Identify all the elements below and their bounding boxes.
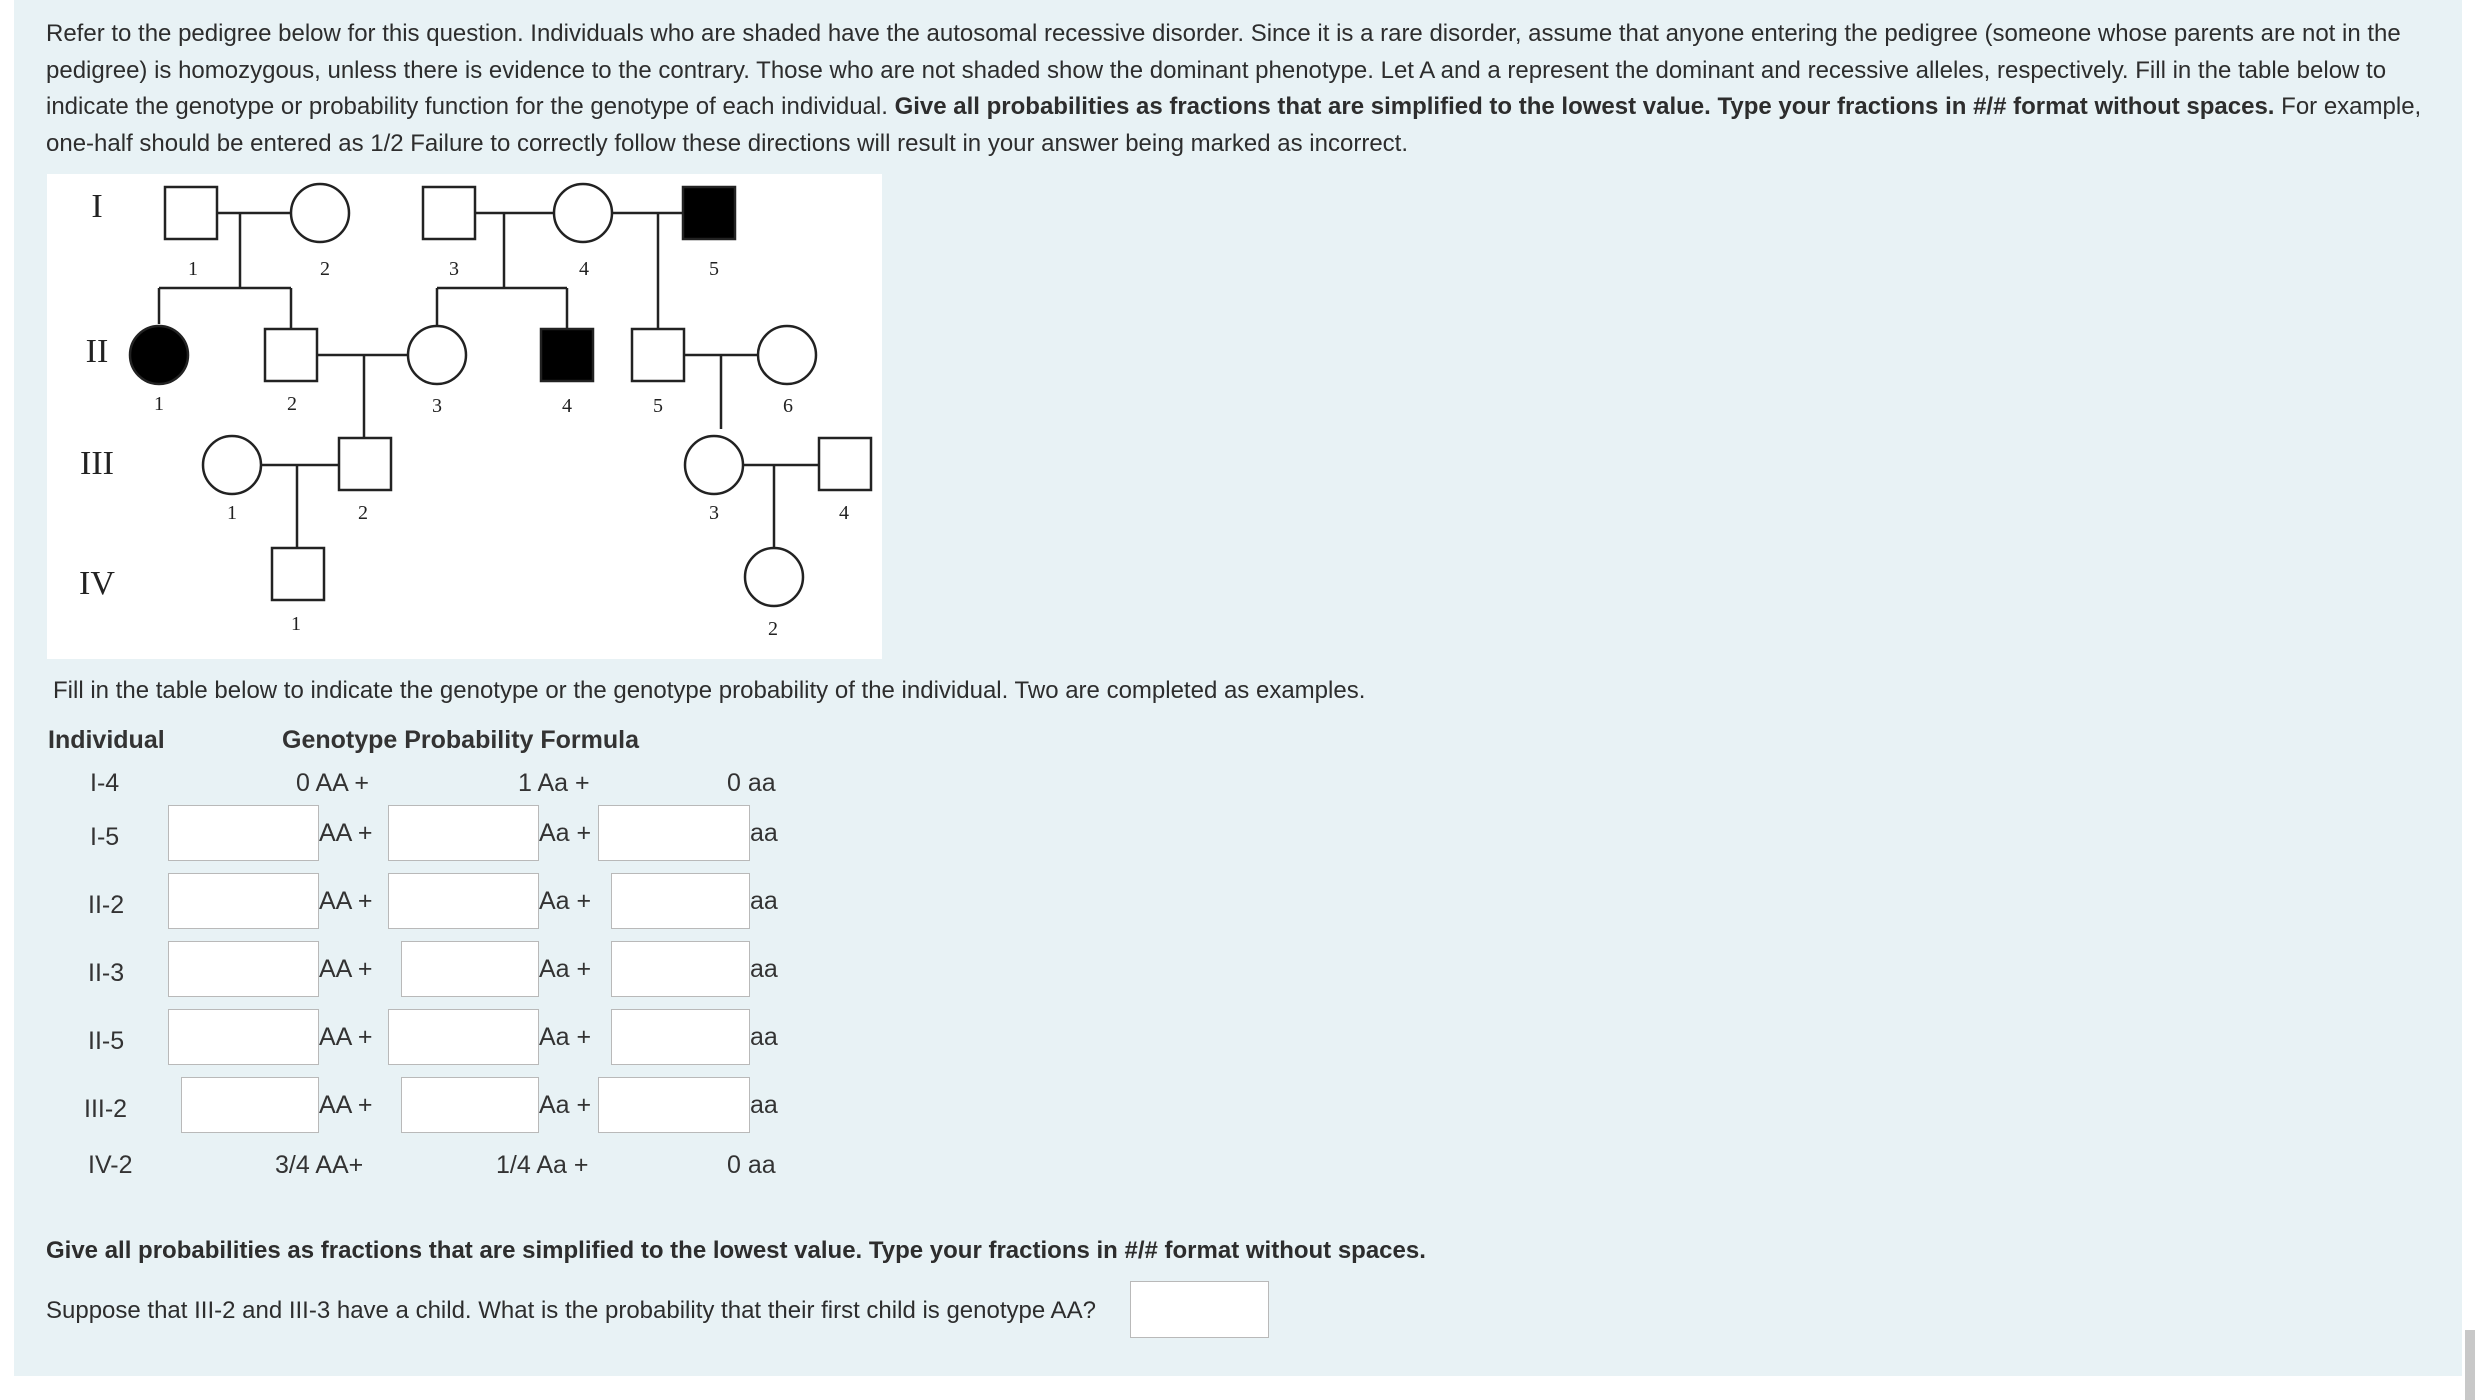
gen-label-II: II bbox=[85, 333, 109, 370]
suffix-aa: aa bbox=[750, 1023, 778, 1051]
ped-I-4 bbox=[554, 184, 612, 242]
II2-aa-input[interactable] bbox=[611, 873, 750, 929]
num-II-1: 1 bbox=[154, 393, 164, 415]
suffix-AA: AA + bbox=[319, 1023, 373, 1051]
scrollbar-thumb[interactable] bbox=[2465, 1330, 2475, 1400]
III2-AA-input[interactable] bbox=[181, 1077, 319, 1133]
suffix-aa: aa bbox=[750, 955, 778, 983]
pedigree-diagram bbox=[47, 174, 882, 659]
ped-I-2 bbox=[291, 184, 349, 242]
ped-II-3 bbox=[408, 326, 466, 384]
I5-AA-input[interactable] bbox=[168, 805, 319, 861]
num-IV-2: 2 bbox=[768, 618, 778, 640]
num-III-2: 2 bbox=[358, 502, 368, 524]
ped-I-3 bbox=[423, 187, 475, 239]
III2-Aa-input[interactable] bbox=[401, 1077, 539, 1133]
offspring-question: Suppose that III-2 and III-3 have a child. What is the probability that their first child is genotype AA? bbox=[46, 1297, 1096, 1324]
offspring-AA-answer-input[interactable] bbox=[1130, 1281, 1269, 1338]
num-II-2: 2 bbox=[287, 393, 297, 415]
row-label: II-2 bbox=[88, 891, 125, 919]
II2-Aa-input[interactable] bbox=[388, 873, 539, 929]
ped-I-1 bbox=[165, 187, 217, 239]
I5-aa-input[interactable] bbox=[598, 805, 750, 861]
ped-II-2 bbox=[265, 329, 317, 381]
num-I-3: 3 bbox=[449, 258, 459, 280]
II3-Aa-input[interactable] bbox=[401, 941, 539, 997]
example-aa-value: 0 aa bbox=[727, 769, 776, 797]
II5-Aa-input[interactable] bbox=[388, 1009, 539, 1065]
ped-III-4 bbox=[819, 438, 871, 490]
row-label: II-3 bbox=[88, 959, 125, 987]
example-AA-value: 0 AA + bbox=[296, 769, 369, 797]
num-II-5: 5 bbox=[653, 395, 663, 417]
header-individual: Individual bbox=[48, 726, 165, 754]
suffix-Aa: Aa + bbox=[539, 887, 592, 915]
suffix-aa: aa bbox=[750, 1091, 778, 1119]
ped-I-5 bbox=[683, 187, 735, 239]
gen-label-I: I bbox=[91, 188, 103, 225]
ped-II-6 bbox=[758, 326, 816, 384]
ped-IV-1 bbox=[272, 548, 324, 600]
intro-bold-instruction: Give all probabilities as fractions that are simplified to the lowest value. Type your fractions in #/# format without spaces. bbox=[894, 93, 2275, 120]
header-formula: Genotype Probability Formula bbox=[282, 726, 639, 754]
row-label: II-5 bbox=[88, 1027, 125, 1055]
suffix-AA: AA + bbox=[319, 819, 373, 847]
ped-II-4 bbox=[541, 329, 593, 381]
num-I-2: 2 bbox=[320, 258, 330, 280]
suffix-AA: AA + bbox=[319, 887, 373, 915]
num-I-4: 4 bbox=[579, 258, 589, 280]
row-label: I-4 bbox=[90, 769, 120, 797]
suffix-aa: aa bbox=[750, 887, 778, 915]
ped-III-2 bbox=[339, 438, 391, 490]
row-label: III-2 bbox=[84, 1095, 128, 1123]
example-Aa-value: 1 Aa + bbox=[518, 769, 590, 797]
intro-text: Refer to the pedigree below for this question. Individuals who are shaded have the autosomal recessive disorder. Since it is a rare disorder, assume that anyone entering the pedigree (someone whose parents are not in the pedigree) is homozygous, unless there is evidence to the contrary. Those who are not shaded show the dominant phenotype. Let A and a represent the dominant and recessive alleles, respectively. Fill in the table below to indicate the genotype or probability function for the genotype of each individual. Give all probabilities as fractions that are simplified to the lowest value. Type your fractions in #/# format without spaces. For example, one-half should be entered as 1/2 Failure to correctly follow these directions will result in your answer being marked as incorrect. bbox=[46, 20, 2422, 157]
num-II-4: 4 bbox=[562, 395, 572, 417]
num-II-3: 3 bbox=[432, 395, 442, 417]
II2-AA-input[interactable] bbox=[168, 873, 319, 929]
num-III-3: 3 bbox=[709, 502, 719, 524]
example-AA-value: 3/4 AA+ bbox=[275, 1151, 364, 1179]
ped-II-5 bbox=[632, 329, 684, 381]
suffix-AA: AA + bbox=[319, 955, 373, 983]
II3-aa-input[interactable] bbox=[611, 941, 750, 997]
row-label: I-5 bbox=[90, 823, 120, 851]
ped-III-3 bbox=[685, 436, 743, 494]
fill-instruction: Fill in the table below to indicate the genotype or the genotype probability of the individual. Two are completed as examples. bbox=[53, 677, 1366, 704]
II5-AA-input[interactable] bbox=[168, 1009, 319, 1065]
bottom-instruction: Give all probabilities as fractions that are simplified to the lowest value. Type your fractions in #/# format without spaces. bbox=[46, 1237, 1426, 1264]
num-III-4: 4 bbox=[839, 502, 849, 524]
suffix-AA: AA + bbox=[319, 1091, 373, 1119]
suffix-Aa: Aa + bbox=[539, 819, 592, 847]
II3-AA-input[interactable] bbox=[168, 941, 319, 997]
num-IV-1: 1 bbox=[291, 613, 301, 635]
example-aa-value: 0 aa bbox=[727, 1151, 776, 1179]
III2-aa-input[interactable] bbox=[598, 1077, 750, 1133]
gen-label-III: III bbox=[80, 445, 114, 482]
suffix-aa: aa bbox=[750, 819, 778, 847]
II5-aa-input[interactable] bbox=[611, 1009, 750, 1065]
suffix-Aa: Aa + bbox=[539, 1023, 592, 1051]
suffix-Aa: Aa + bbox=[539, 1091, 592, 1119]
num-I-1: 1 bbox=[188, 258, 198, 280]
ped-IV-2 bbox=[745, 548, 803, 606]
gen-label-IV: IV bbox=[79, 565, 115, 602]
row-label: IV-2 bbox=[88, 1151, 133, 1179]
ped-III-1 bbox=[203, 436, 261, 494]
pedigree-svg bbox=[47, 174, 882, 659]
num-III-1: 1 bbox=[227, 502, 237, 524]
suffix-Aa: Aa + bbox=[539, 955, 592, 983]
num-I-5: 5 bbox=[709, 258, 719, 280]
ped-II-1 bbox=[130, 326, 188, 384]
num-II-6: 6 bbox=[783, 395, 793, 417]
example-Aa-value: 1/4 Aa + bbox=[496, 1151, 589, 1179]
I5-Aa-input[interactable] bbox=[388, 805, 539, 861]
